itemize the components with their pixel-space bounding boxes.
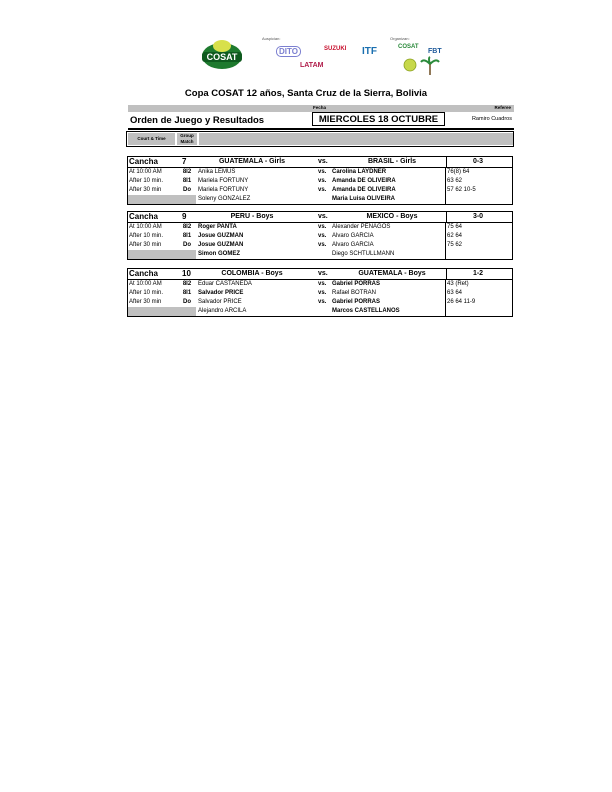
- col-group-match: Group Match: [177, 133, 197, 145]
- player-a: Josue GUZMAN: [198, 242, 244, 248]
- sponsor-logos: COSAT Auspician: Organizan: DITO SUZUKI LATAM ITF COSAT FBT: [196, 34, 466, 82]
- match-row: [128, 195, 512, 204]
- match-time: At 10:00 AM: [129, 281, 162, 287]
- fbt-logo: FBT: [428, 48, 442, 55]
- match-row: [128, 289, 512, 298]
- vs-label: vs.: [318, 169, 327, 175]
- match-score: 26 64 11-9: [447, 299, 476, 305]
- group-match: Do: [183, 187, 191, 193]
- match-row: [128, 250, 512, 259]
- match-time: At 10:00 AM: [129, 169, 162, 175]
- player-b: Alvaro GARCIA: [332, 233, 374, 239]
- group-match: 8I2: [182, 169, 192, 175]
- team-vs: vs.: [318, 270, 328, 277]
- group-match: 8I2: [182, 281, 192, 287]
- column-divider: [445, 223, 446, 232]
- column-divider: [445, 177, 446, 186]
- group-match: 8I1: [182, 290, 192, 296]
- column-divider: [445, 186, 446, 195]
- vs-label: vs.: [318, 233, 327, 239]
- palm-icon: [420, 56, 440, 76]
- column-divider: [445, 241, 446, 250]
- match-score: 62 64: [447, 233, 463, 239]
- match-time: After 10 min.: [129, 290, 164, 296]
- tie-result: 1-2: [472, 270, 484, 277]
- column-divider: [445, 280, 446, 289]
- team-b: MEXICO - Boys: [366, 213, 418, 220]
- column-header: [126, 131, 514, 147]
- cosat-small-logo: COSAT: [398, 44, 419, 50]
- match-time: After 30 min: [129, 242, 162, 248]
- court-number: 9: [182, 212, 187, 221]
- tie-result: 0-3: [472, 158, 484, 165]
- team-a: GUATEMALA - Girls: [218, 158, 286, 165]
- fecha-label: Fecha: [313, 105, 327, 110]
- svg-text:COSAT: COSAT: [206, 52, 238, 62]
- match-score: 43 (Ret): [447, 281, 469, 287]
- col-header-fill: [199, 133, 513, 145]
- vs-label: vs.: [318, 224, 327, 230]
- match-row: [128, 232, 512, 241]
- player-b: Amanda DE OLIVEIRA: [332, 178, 396, 184]
- match-score: 75 64: [447, 224, 463, 230]
- col-court-time: Court & Time: [128, 133, 175, 145]
- player-a: Anika LEMUS: [198, 169, 236, 175]
- match-time: After 10 min.: [129, 233, 164, 239]
- match-score: 75 62: [447, 242, 463, 248]
- group-match: 8I2: [182, 224, 192, 230]
- player-a: Eduar CASTAÑEDA: [198, 281, 252, 287]
- court-number: 10: [182, 269, 191, 278]
- dito-logo: DITO: [276, 46, 301, 57]
- player-b: Rafael BOTRAN: [332, 290, 377, 296]
- court-label: Cancha: [129, 269, 158, 278]
- court-label: Cancha: [129, 212, 158, 221]
- page-title: Copa COSAT 12 años, Santa Cruz de la Sierra, Bolivia: [184, 88, 428, 99]
- referee-label: Referee: [494, 105, 511, 110]
- column-divider: [445, 250, 446, 259]
- match-score: 63 64: [447, 290, 463, 296]
- cosat-logo: [198, 36, 246, 72]
- match-row: [128, 223, 512, 232]
- tie-result: 3-0: [472, 213, 484, 220]
- team-a: COLOMBIA - Boys: [221, 270, 283, 277]
- team-b: BRASIL - Girls: [367, 158, 417, 165]
- suzuki-logo: SUZUKI: [324, 46, 347, 52]
- column-divider: [446, 157, 447, 167]
- column-divider: [445, 289, 446, 298]
- latam-logo: LATAM: [300, 62, 324, 69]
- player-b: Marcos CASTELLANOS: [332, 308, 400, 314]
- vs-label: vs.: [318, 299, 327, 305]
- player-a: Salvador PRICE: [198, 299, 242, 305]
- match-block-court-7: [127, 156, 513, 205]
- column-divider: [445, 307, 446, 316]
- player-a: Soleny GONZALEZ: [198, 196, 251, 202]
- court-label: Cancha: [129, 157, 158, 166]
- column-divider: [445, 232, 446, 241]
- player-b: Amanda DE OLIVEIRA: [332, 187, 396, 193]
- player-a: Roger PANTA: [198, 224, 237, 230]
- vs-label: vs.: [318, 187, 327, 193]
- itf-logo: ITF: [362, 46, 377, 57]
- court-number: 7: [182, 157, 187, 166]
- match-time: After 30 min: [129, 187, 162, 193]
- match-row: [128, 307, 512, 316]
- player-b: Diego SCHTULLMANN: [332, 251, 395, 257]
- team-a: PERU - Boys: [230, 213, 274, 220]
- group-match: 8I1: [182, 233, 192, 239]
- match-row: [128, 168, 512, 177]
- match-row: [128, 280, 512, 289]
- column-divider: [445, 168, 446, 177]
- grey-cell: [128, 195, 196, 204]
- player-a: Mariela FORTUNY: [198, 187, 249, 193]
- group-match: 8I1: [182, 178, 192, 184]
- column-divider: [445, 298, 446, 307]
- player-a: Salvador PRICE: [198, 290, 244, 296]
- group-match: Do: [183, 299, 191, 305]
- player-a: Mariela FORTUNY: [198, 178, 249, 184]
- match-row: [128, 298, 512, 307]
- player-a: Josue GUZMAN: [198, 233, 244, 239]
- team-vs: vs.: [318, 158, 328, 165]
- player-b: Gabriel PORRAS: [332, 299, 381, 305]
- referee-name: Ramiro Cuadros: [471, 116, 512, 122]
- vs-label: vs.: [318, 242, 327, 248]
- player-b: Carolina LAYDNER: [332, 169, 387, 175]
- group-match: Do: [183, 242, 191, 248]
- match-score: 63 62: [447, 178, 463, 184]
- player-a: Simon GOMEZ: [198, 251, 240, 257]
- tennis-ball-icon: [402, 58, 418, 72]
- team-b: GUATEMALA - Boys: [358, 270, 426, 277]
- team-vs: vs.: [318, 213, 328, 220]
- match-block-court-9: [127, 211, 513, 260]
- vs-label: vs.: [318, 281, 327, 287]
- column-divider: [446, 269, 447, 279]
- column-divider: [445, 195, 446, 204]
- vs-label: vs.: [318, 178, 327, 184]
- player-b: Alvaro GARCIA: [332, 242, 374, 248]
- player-b: Alexander PEÑAGOS: [332, 224, 391, 230]
- match-block-court-10: [127, 268, 513, 317]
- block-header: [128, 212, 512, 223]
- match-row: [128, 186, 512, 195]
- match-score: 57 62 10-5: [447, 187, 476, 193]
- column-divider: [446, 212, 447, 222]
- header-bar: [128, 105, 514, 112]
- orden-heading: Orden de Juego y Resultados: [130, 115, 265, 126]
- player-a: Alejandro ARCILA: [198, 308, 247, 314]
- date-box: MIERCOLES 18 OCTUBRE: [312, 112, 445, 126]
- match-row: [128, 177, 512, 186]
- match-time: At 10:00 AM: [129, 224, 162, 230]
- match-time: After 10 min.: [129, 178, 164, 184]
- block-header: [128, 269, 512, 280]
- grey-cell: [128, 250, 196, 259]
- divider: [128, 128, 514, 130]
- block-header: [128, 157, 512, 168]
- player-b: Gabriel PORRAS: [332, 281, 381, 287]
- match-row: [128, 241, 512, 250]
- vs-label: vs.: [318, 290, 327, 296]
- grey-cell: [128, 307, 196, 316]
- match-time: After 30 min: [129, 299, 162, 305]
- player-b: Maria Luisa OLIVEIRA: [332, 196, 396, 202]
- match-score: 76(8) 64: [447, 169, 470, 175]
